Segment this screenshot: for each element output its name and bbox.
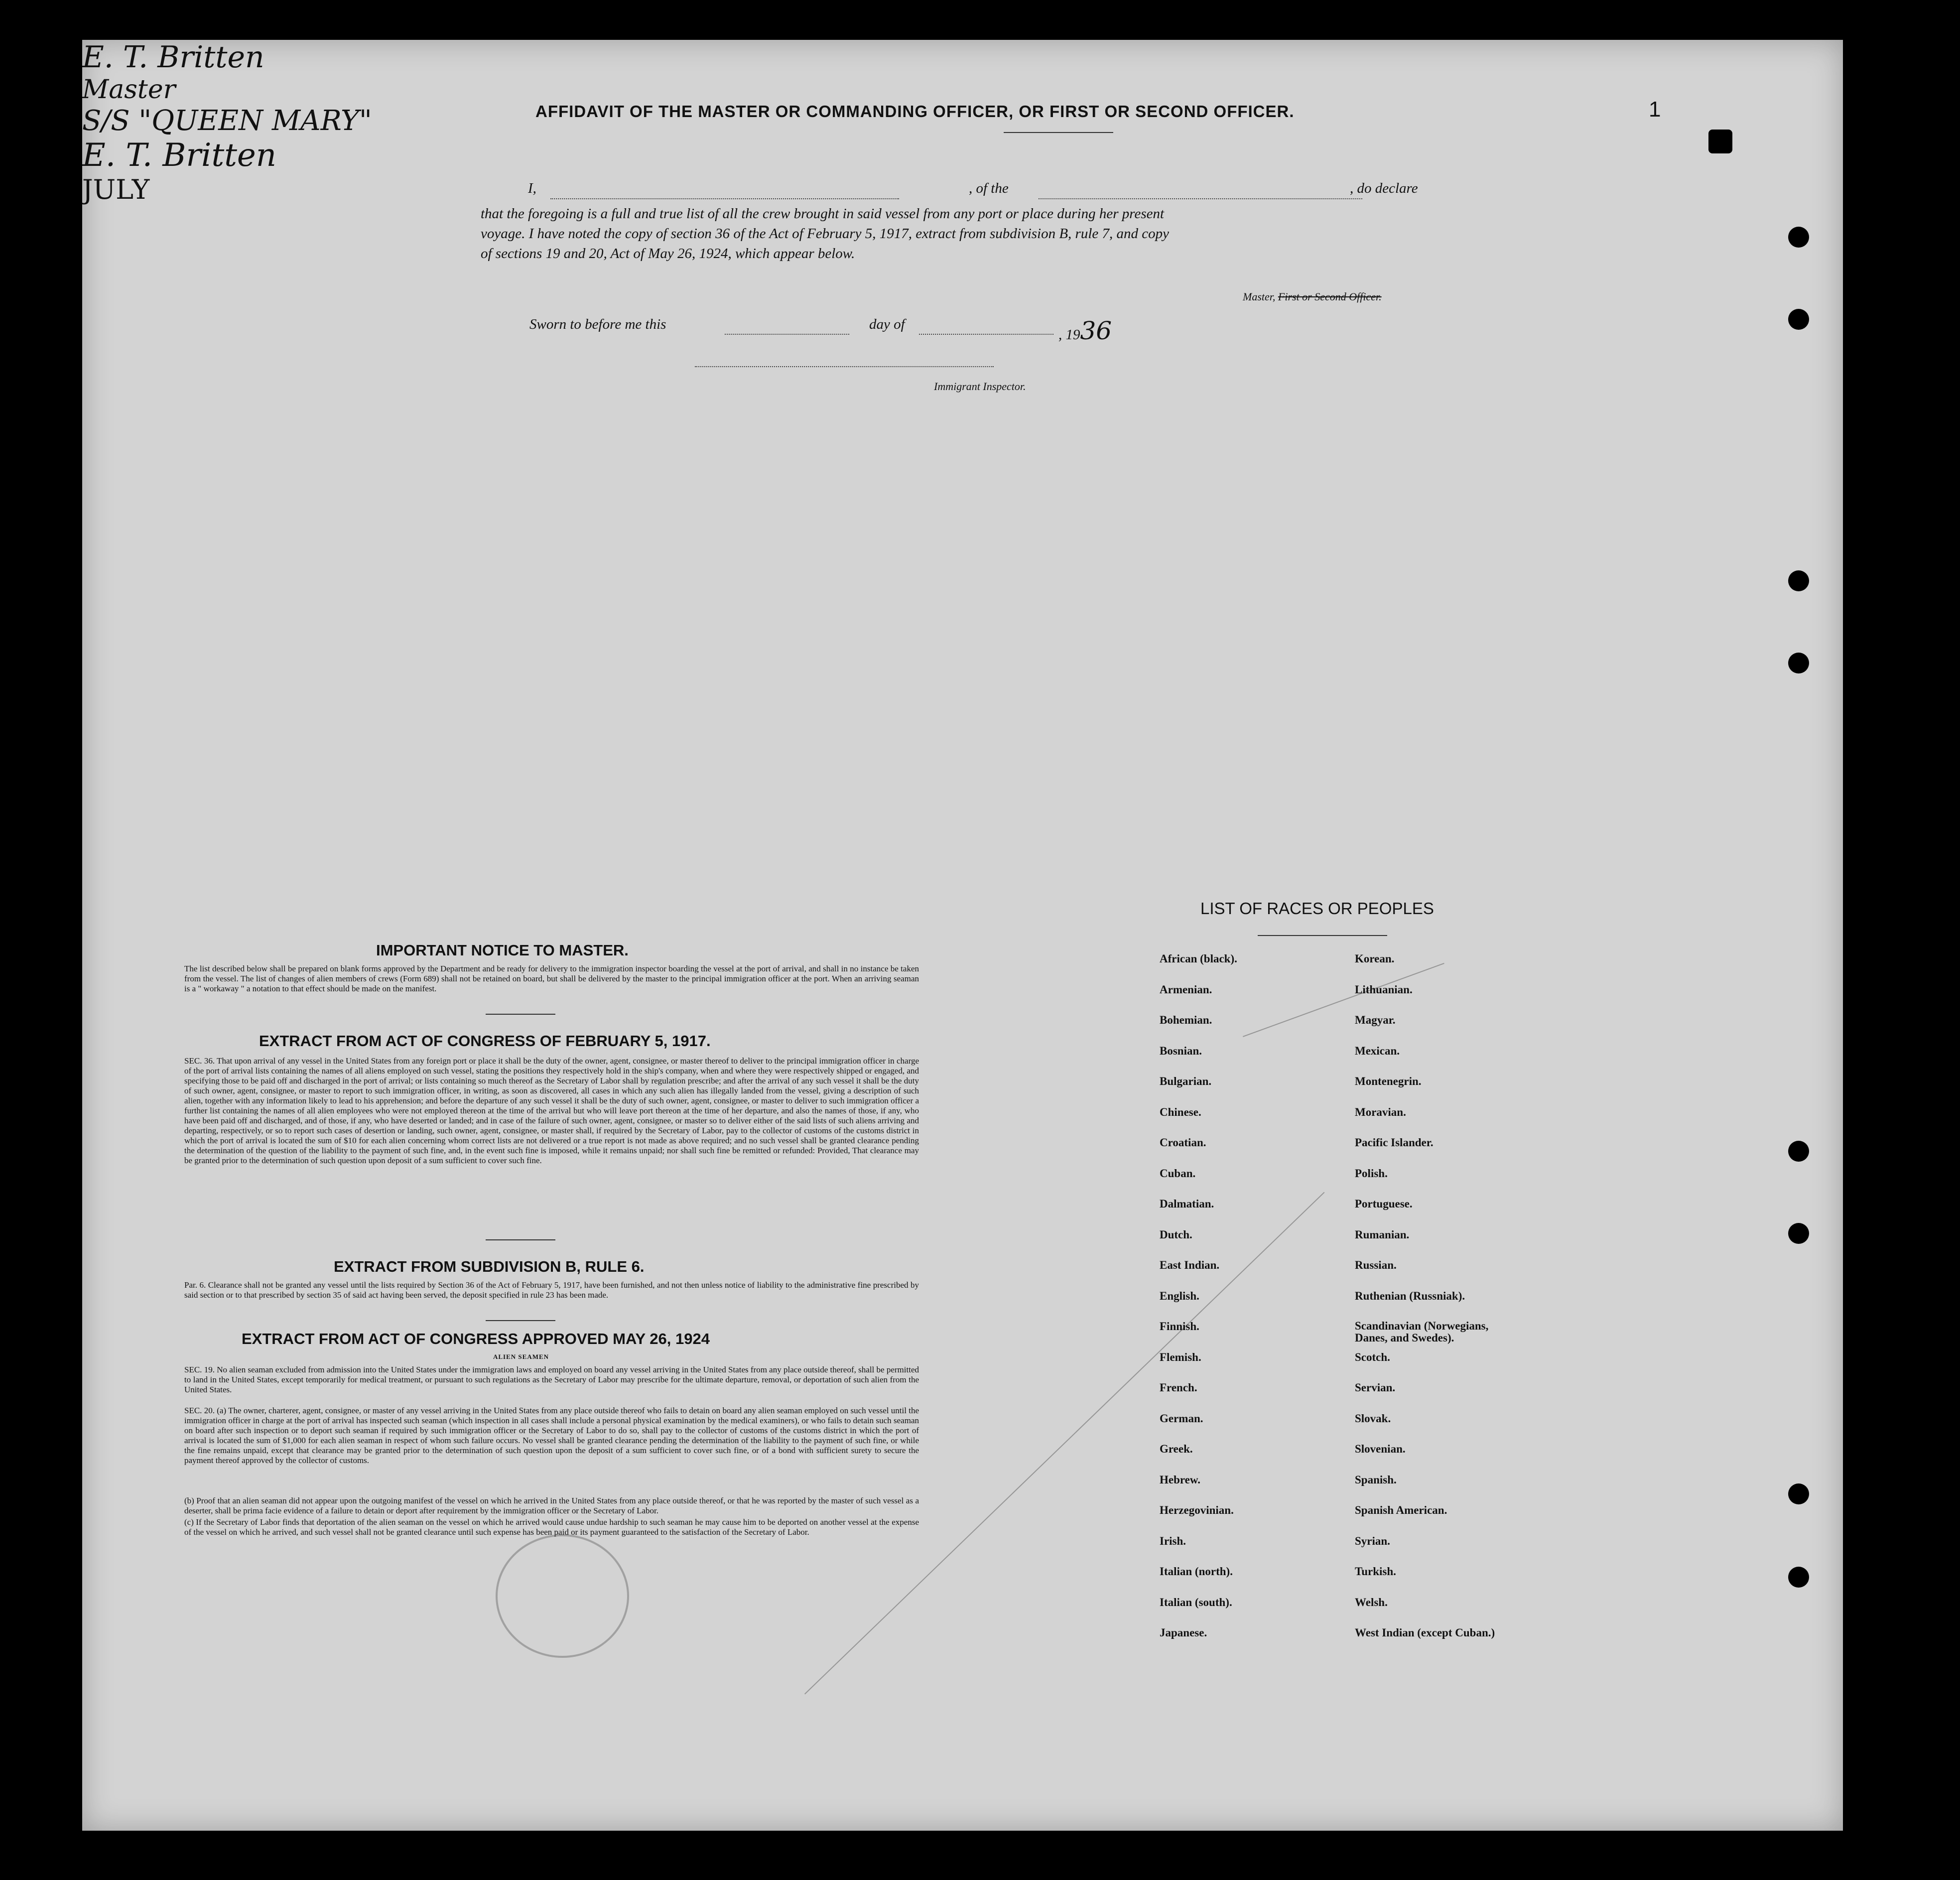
affidavit-line-2: that the foregoing is a full and true list of all the crew brought in said vessel from any port or place during her present [481,206,1165,222]
manifest-page [82,40,1843,1831]
races-title-underline [1258,935,1387,936]
master-signature: E. T. Britten [82,137,276,174]
inspector-label: Immigrant Inspector. [934,380,1026,393]
signature-caption-master: Master, [1243,290,1278,303]
bleed-through-text [82,40,1843,1831]
race-item-left: Dutch. [1160,1228,1192,1241]
rule6-text: Par. 6. Clearance shall not be granted any vessel until the lists required by Section 36 of the Act of February 5, 1917, have been furnished, and not then unless notice of liability to the administrative fine prescribed by said section or to that prescribed by section 35 of said act having been served, the deposit specified in rule 23 has been made. [184,1280,919,1300]
extract-1917-rule [486,1239,555,1240]
punch-hole [1788,1567,1809,1588]
punch-hole [1788,653,1809,673]
extract-1924-sec19: SEC. 19. No alien seaman excluded from admission into the United States under the immigration laws and employed on board any vessel arriving in the United States from any place outside thereof, shall be permitted to land in the United States, except temporarily for medical treatment, or pursuant to such regulations as the Secretary of Labor may prescribe for the ultimate departure, removal, or deportation of such alien from the United States. [184,1365,919,1394]
race-item-right: Russian. [1355,1259,1397,1271]
race-item-right: Syrian. [1355,1534,1390,1547]
race-item-left: East Indian. [1160,1259,1220,1271]
name-blank [550,198,899,199]
do-declare-label: , do declare [1350,180,1418,196]
race-item-right: Rumanian. [1355,1228,1410,1241]
punch-hole [1788,309,1809,330]
race-item-left: Croatian. [1160,1136,1206,1149]
race-item-right: Korean. [1355,952,1395,965]
rank-handwritten: Master [82,75,176,105]
sworn-day-blank [725,334,849,335]
signature-caption-struck: First or Second Officer. [1278,290,1382,303]
year-handwritten: 36 [1080,316,1112,345]
races-title: LIST OF RACES OR PEOPLES [1200,899,1434,918]
race-item-right: Spanish. [1355,1473,1397,1486]
rule6-title: EXTRACT FROM SUBDIVISION B, RULE 6. [334,1258,645,1275]
race-item-left: German. [1160,1412,1203,1425]
race-item-left: Japanese. [1160,1626,1207,1639]
race-item-left: Italian (north). [1160,1565,1233,1578]
year-prefix: , 19 [1058,327,1080,343]
extract-1924-sec20c: (c) If the Secretary of Labor finds that deportation of the alien seaman on the vessel on which he arrived would cause undue hardship to such seaman he may cause him to be deported on another vessel at the expense of the vessel on which he arrived, and such vessel shall not be granted clearance until such expense has been paid or its payment guaranteed to the satisfaction of the Secretary of Labor. [184,1517,919,1537]
faded-stamp [496,1534,629,1658]
month-handwritten: JULY [82,174,150,205]
signature-caption [1243,290,1382,303]
year-label [1058,316,1112,345]
notice-text: The list described below shall be prepared on blank forms approved by the Department and be ready for delivery to the immigration inspector boarding the vessel at the port of arrival, and shall in no instance be taken from the vessel. The list of changes of alien members of crews (Form 689) shall not be retained on board, but shall be delivered by the master to the principal immigration officer at the port. When an arriving seaman is a " workaway " a notation to that effect should be made on the manifest. [184,964,919,993]
race-item-left: Irish. [1160,1534,1186,1547]
race-item-right: Lithuanian. [1355,983,1413,996]
race-item-right: Portuguese. [1355,1198,1413,1210]
race-item-left: Armenian. [1160,983,1212,996]
inspector-line [695,366,994,367]
extract-1924-sec20a: SEC. 20. (a) The owner, charterer, agent, consignee, or master of any vessel arriving in the United States from any place outside thereof who fails to detain on board any alien seaman employed on such vessel until the immigration officer in charge at the port of arrival has inspected such seaman (which inspection in all cases shall include a personal physical examination by the medical examiners), or who fails to detain such seaman on board after such inspection or to deport such seaman if required by such immigration officer or the Secretary of Labor to do so, shall pay to the collector of customs of the customs district in which the port of arrival is located the sum of $1,000 for each alien seaman in respect of whom such failure occurs. No vessel shall be granted clearance pending the determination of the liability to the payment of such fine, or while the fine remains unpaid, except that clearance may be granted prior to the determination of such question upon the deposit of a sum sufficient to cover such fine, or of a bond with sufficient surety to secure the payment thereof approved by the collector of customs. [184,1406,919,1465]
master-name-handwritten: E. T. Britten [82,40,264,75]
month-blank [919,334,1053,335]
affidavit-title: AFFIDAVIT OF THE MASTER OR COMMANDING OFFICER, OR FIRST OR SECOND OFFICER. [535,102,1295,121]
title-underline [1004,132,1113,133]
race-item-left: Greek. [1160,1443,1193,1455]
corner-page-mark: 1 [1649,97,1661,122]
extract-1924-subtitle: ALIEN SEAMEN [493,1353,549,1360]
race-item-left: Italian (south). [1160,1596,1232,1609]
extract-1917-text: SEC. 36. That upon arrival of any vessel in the United States from any foreign port or place it shall be the duty of the owner, agent, consignee, or master thereof to deliver to the principal immigration officer in charge of the port of arrival lists containing the names of all aliens employed on such vessel, stating the positions they respectively hold in the ship's company, when and where they were respectively shipped or engaged, and specifying those to be paid off and discharged in the port of arrival; or lists containing so much thereof as the Secretary of Labor shall by regulation prescribe; and after the arrival of any such vessel it shall be the duty of such owner, agent, consignee, or master to report to such immigration officer, in writing, as soon as discovered, all cases in which any such alien has illegally landed from the vessel, giving a description of such alien, together with any information likely to lead to his apprehension; and before the departure of any such vessel it shall be the duty of such owner, agent, consignee, or master to deliver to such immigration officer a further list containing the names of all alien employees who were not employed thereon at the time of the arrival but who will leave port thereon at the time of her departure, and also the names of those, if any, who have been paid off and discharged, and of those, if any, who have deserted or landed; and in case of the failure of such owner, agent, consignee, or master so to deliver either of the said lists of such aliens arriving and departing, respectively, or so to report such cases of desertion or landing, such owner, agent, consignee, or master shall, if required by the Secretary of Labor, pay to the collector of customs of the customs district in which the port of arrival is located the sum of $10 for each alien concerning whom correct lists are not delivered or a true report is not made as above required; and no such vessel shall be granted clearance pending the determination of the question of the liability to the payment of such fine, and, in the event such fine is imposed, while it remains unpaid; nor shall such fine be remitted or refunded: Provided, That clearance may be granted prior to the determination of such question upon deposit of a sum sufficient to cover such fine. [184,1056,919,1165]
race-item-left: Bohemian. [1160,1014,1212,1026]
punch-hole [1788,570,1809,591]
race-item-left: Dalmatian. [1160,1198,1214,1210]
race-item-left: Finnish. [1160,1320,1199,1333]
race-item-right: Turkish. [1355,1565,1396,1578]
race-item-right: Polish. [1355,1167,1388,1180]
race-item-left: English. [1160,1289,1199,1302]
of-the-label: , of the [969,180,1009,196]
race-item-left: French. [1160,1381,1197,1394]
race-item-right: Mexican. [1355,1044,1400,1057]
race-item-left: Flemish. [1160,1350,1201,1363]
sworn-label: Sworn to before me this [529,316,666,332]
race-item-right: Servian. [1355,1381,1396,1394]
notice-rule [486,1014,555,1015]
affidavit-line-3: voyage. I have noted the copy of section 36 of the Act of February 5, 1917, extract from subdivision B, rule 7, and copy [481,226,1170,242]
race-item-right: Scandinavian (Norwegians, Danes, and Swedes). [1355,1320,1489,1344]
affidavit-line-4: of sections 19 and 20, Act of May 26, 1924, which appear below. [481,246,855,262]
corner-mark [1708,130,1732,153]
punch-hole [1788,1141,1809,1162]
race-item-left: Herzegovinian. [1160,1504,1234,1516]
rule6-rule [486,1320,555,1321]
race-item-right: Slovak. [1355,1412,1391,1425]
race-item-left: Cuban. [1160,1167,1196,1180]
race-item-left: Hebrew. [1160,1473,1200,1486]
punch-hole [1788,227,1809,248]
day-of-label: day of [869,316,905,332]
race-item-left: African (black). [1160,952,1237,965]
extract-1924-sec20b: (b) Proof that an alien seaman did not appear upon the outgoing manifest of the vessel on which he arrived in the United States from any place outside thereof, or that he was reported by the master of such vessel as a deserter, shall be prima facie evidence of a failure to detain or deport after requirement by the immigration officer or the Secretary of Labor. [184,1496,919,1515]
race-item-right: Spanish American. [1355,1504,1447,1516]
race-item-right: Magyar. [1355,1014,1396,1026]
race-item-right: Ruthenian (Russniak). [1355,1289,1465,1302]
notice-title: IMPORTANT NOTICE TO MASTER. [376,941,629,959]
punch-hole [1788,1223,1809,1244]
ship-name-handwritten: S/S "QUEEN MARY" [82,105,372,137]
race-item-right: Montenegrin. [1355,1075,1422,1087]
extract-1917-title: EXTRACT FROM ACT OF CONGRESS OF FEBRUARY 5, 1917. [259,1032,711,1050]
race-item-right: Welsh. [1355,1596,1388,1609]
race-item-left: Bulgarian. [1160,1075,1212,1087]
race-item-left: Bosnian. [1160,1044,1202,1057]
race-item-right: Slovenian. [1355,1443,1406,1455]
race-item-right: Scotch. [1355,1350,1390,1363]
extract-1924-title: EXTRACT FROM ACT OF CONGRESS APPROVED MAY 26, 1924 [242,1330,710,1347]
affidavit-i-label: I, [528,180,536,196]
race-item-right: Pacific Islander. [1355,1136,1434,1149]
race-item-right: Moravian. [1355,1105,1406,1118]
punch-hole [1788,1483,1809,1504]
race-item-left: Chinese. [1160,1105,1201,1118]
ship-blank [1039,198,1362,199]
race-item-right: West Indian (except Cuban.) [1355,1626,1495,1639]
